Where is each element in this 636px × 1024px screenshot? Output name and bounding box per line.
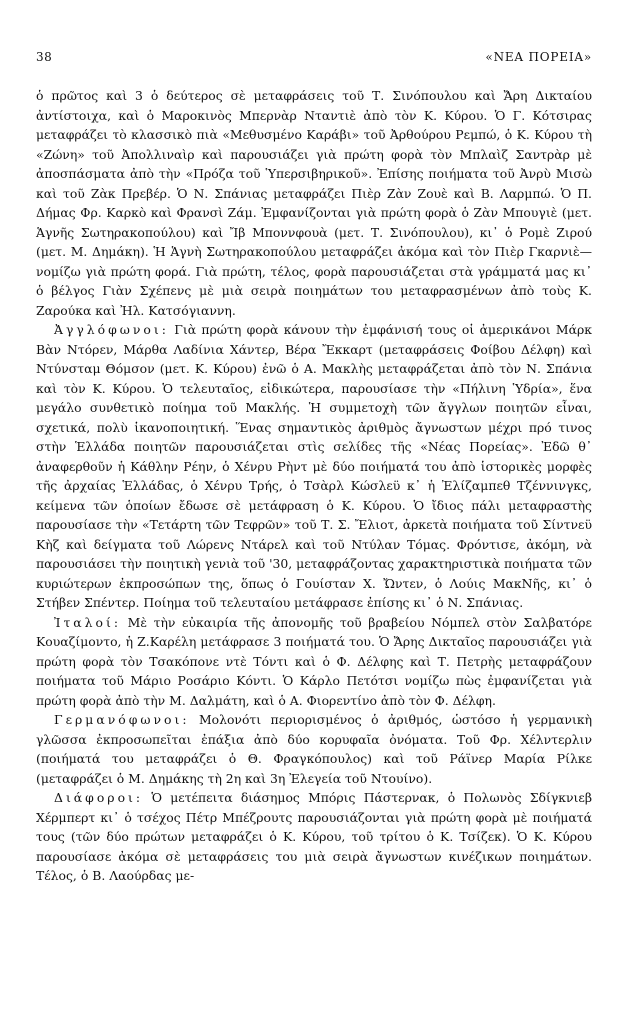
page-header xyxy=(36,50,592,86)
paragraph-italians xyxy=(36,613,592,711)
paragraph-text: ὁ πρῶτος καὶ 3 ὁ δεύτερος σὲ μεταφράσεις τοῦ Τ. Σινόπουλου καὶ Ἄρη Δικταίου ἀντίστοιχα, καὶ ὁ Μαροκινὸς Μπερνὰρ Νταντιὲ ἀπὸ τὸν Κ. Κύρου. Ὁ Γ. Κότσιρας μεταφράζει τὸ κλασσικὸ πιὰ «Μεθυσμένο Καράβι» τοῦ Ἀρθούρου Ρεμπώ, ὁ Κ. Κύρου τὴ «Ζώνη» τοῦ Ἀπολλιναὶρ καὶ παρουσιάζει γιὰ πρώτη φορὰ τὸν Μπλαὶζ Σαντρὰρ μὲ ἀποσπάσματα ἀπὸ τὴν «Πρόζα τοῦ Ὑπερσιβηρικοῦ». Ἐπίσης ποιήματα τοῦ Ἀνρὺ Μισὼ καὶ τοῦ Ζὰκ Πρεβέρ. Ὁ Ν. Σπάνιας μεταφράζει Πιὲρ Ζὰν Ζουὲ καὶ Β. Λαρμπώ. Ὁ Π. Δήμας Φρ. Καρκὸ καὶ Φρανσὶ Ζάμ. Ἐμφανίζονται γιὰ πρώτη φορὰ ὁ Ζὰν Μπουγιὲ (μετ. Ἁγνῆς Σωτηρακοπούλου) καὶ Ἴβ Μποννφουὰ (μετ. Τ. Σινόπουλου), κι᾽ ὁ Ρομὲ Ζιρού (μετ. Μ. Δημάκη). Ἡ Ἁγνὴ Σωτηρακοπούλου μεταφράζει ἀκόμα καὶ τὸν Πιὲρ Γκαρνιὲ—νομίζω γιὰ πρώτη φορά. Γιὰ πρώτη, τέλος, φορὰ παρουσιάζεται στὰ γράμματά μας κι᾽ ὁ βέλγος Γιὰν Σχέπενς μὲ μιὰ σειρὰ ποιημάτων του μεταφρασμένων ἀπὸ τοὺς Κ. Ζαρούκα καὶ Ἠλ. Κατσόγιαννη. xyxy=(36,88,592,318)
section-lead: Διάφοροι: xyxy=(54,790,144,805)
running-title: «ΝΕΑ ΠΟΡΕΙΑ» xyxy=(485,50,592,64)
page-number: 38 xyxy=(36,50,53,64)
section-lead: Ἰταλοί: xyxy=(54,614,122,630)
paragraph-text: Ὁ μετέπειτα διάσημος Μπόρις Πάστερνακ, ὁ Πολωνὸς Σδίγκνιεβ Χέρμπερτ κι᾽ ὁ τσέχος Πέτρ Μπέζρουτς παρουσιάζονται γιὰ πρώτη φορὰ μὲ ποιήματά τους (τῶν δύο πρώτων μεταφράζει ὁ Κ. Κύρου, τοῦ τρίτου ὁ Κ. Τσίζεκ). Ὁ Κ. Κύρου παρουσίασε ἀκόμα σὲ μεταφράσεις του μιὰ σειρὰ ἄγνωστων κινέζικων ποιημάτων. Τέλος, ὁ Β. Λαούρδας με- xyxy=(36,790,592,883)
article-body xyxy=(36,86,592,886)
paragraph-french-continued xyxy=(36,86,592,320)
paragraph-various xyxy=(36,788,592,886)
paragraph-germanophones xyxy=(36,710,592,788)
paragraph-text: Μὲ τὴν εὐκαιρία τῆς ἀπονομῆς τοῦ βραβείου Νόμπελ στὸν Σαλβατόρε Κουαζίμοντο, ἡ Ζ.Καρέλη μετάφρασε 3 ποιήματά του. Ὁ Ἄρης Δικταῖος παρουσιάζει γιὰ πρώτη φορὰ τὸν Τσακόπονε ντὲ Τόντι καὶ ὁ Φ. Δέλφης καὶ Τ. Πετρὴς μεταφράζουν ποιήματα τοῦ Μάριο Ροσάριο Κόντι. Ὁ Κάρλο Πετότσι νομίζω πὼς ἐμφανίζεται γιὰ πρώτη φορὰ ἀπὸ τὴν Μ. Δαλμάτη, καὶ ὁ Α. Φιορεντίνο ἀπὸ τὸν Φ. Δέλφη. xyxy=(36,614,592,708)
section-lead: Γερμανόφωνοι: xyxy=(54,712,190,727)
paragraph-anglophones xyxy=(36,320,592,613)
paragraph-text: Μολονότι περιορισμένος ὁ ἀριθμός, ὡστόσο ἡ γερμανικὴ γλῶσσα ἐκπροσωπεῖται ἐπάξια ἀπὸ δύο κορυφαῖα ὀνόματα. Τοῦ Φρ. Χέλντερλιν (ποιήματά του μεταφράζει ὁ Θ. Φραγκόπουλος) καὶ τοῦ Ράϊνερ Μαρία Ρίλκε (μεταφράζει ὁ Μ. Δημάκης τὴ 2η καὶ 3η Ἐλεγεία τοῦ Ντουίνο). xyxy=(36,712,592,786)
section-lead: Ἀγγλόφωνοι: xyxy=(54,322,169,337)
paragraph-text: Γιὰ πρώτη φορὰ κάνουν τὴν ἐμφάνισή τους οἱ ἀμερικάνοι Μάρκ Βὰν Ντόρεν, Μάρθα Λαδίνια Χάντερ, Βέρα Ἔκκαρτ (μεταφράσεις Φοίβου Δέλφη) καὶ Ντύνσταμ Θόμσον (μετ. Κ. Κύρου) ἐνῶ ὁ Α. Μακλὴς μεταφράζεται ἀπὸ τὸν Ν. Σπάνια καὶ τὸν Κ. Κύρου. Ὁ τελευταῖος, εἰδικώτερα, παρουσίασε τὴν «Πήλινη Ὑδρία», ἕνα μεγάλο συνθετικὸ ποίημα τοῦ Μακλής. Ἡ συμμετοχὴ τῶν ἄγγλων ποιητῶν εἶναι, σχετικά, πολὺ ἱκανοποιητική. Ἕνας σημαντικὸς ἀριθμὸς ἄγνωστων μέχρι πρό τινος στὴν Ἑλλάδα ποιητῶν παρουσιάζεται στὶς σελίδες τῆς «Νέας Πορείας». Ἐδῶ θ᾽ ἀναφερθοῦν ἡ Κάθλην Ρέην, ὁ Χένρυ Ρὴντ μὲ δύο ποιήματά του ἀπὸ ἱστορικὲς μορφὲς τῆς ἀρχαίας Ἑλλάδας, ὁ Χένρυ Τρής, ὁ Τσὰρλ Κώσλεϋ κ᾽ ἡ Ἐλίζαμπεθ Τζέννινγκς, κείμενα τῶν ὁποίων ἔδωσε σὲ μετάφραση ὁ Κ. Κύρου. Ὁ ἴδιος πάλι μεταφραστὴς παρουσίασε τὴν «Τετάρτη τῶν Τεφρῶν» τοῦ Τ. Σ. Ἔλιοτ, ἀρκετὰ ποιήματα τοῦ Σίντνεϋ Κὴζ καὶ δείγματα τοῦ Λώρενς Ντάρελ καὶ τοῦ Ντύλαν Τόμας. Φρόντισε, ἀκόμη, νὰ παρουσιάσει τὴν ποιητικὴ γενιὰ τοῦ '30, μεταφράζοντας χαρακτηριστικὰ ποιήματα τῶν κυριώτερων ἐκπροσώπων της, ὅπως ὁ Γουίσταν Χ. Ὤντεν, ὁ Λούις ΜακΝῆς, κι᾽ ὁ Στήβεν Σπέντερ. Ποίημα τοῦ τελευταίου μετάφρασε ἐπίσης κι᾽ ὁ Ν. Σπάνιας. xyxy=(36,322,592,610)
